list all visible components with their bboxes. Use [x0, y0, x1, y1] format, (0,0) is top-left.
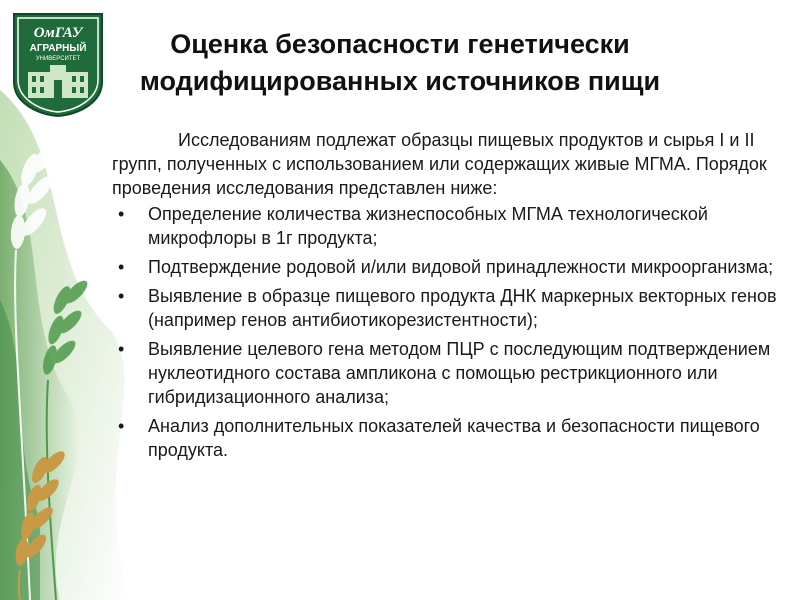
bullet-icon: • [118, 286, 125, 306]
bullet-icon: • [118, 257, 125, 277]
list-item-text: Выявление в образце пищевого продукта ДНК маркерных векторных генов (например генов антибиотикорезистентности); [148, 286, 777, 330]
title-line-1: Оценка безопасности генетически [170, 29, 630, 59]
title-line-2: модифицированных источников пищи [139, 66, 661, 96]
list-item [112, 337, 777, 409]
list-item [112, 202, 777, 250]
list-item-text: Анализ дополнительных показателей качества и безопасности пищевого продукта. [148, 416, 760, 460]
list-item [112, 284, 777, 332]
list-item-text: Подтверждение родовой и/или видовой принадлежности микроорганизма; [148, 257, 774, 277]
logo-text-2: АГРАРНЫЙ [29, 43, 87, 54]
page-title [105, 26, 695, 100]
bullet-list [112, 202, 777, 462]
logo-text-3: УНИВЕРСИТЕТ [35, 56, 81, 62]
bullet-icon: • [118, 416, 125, 436]
list-item [112, 414, 777, 462]
bullet-icon: • [118, 204, 125, 224]
bullet-icon: • [118, 339, 125, 359]
content-block [112, 128, 777, 467]
logo-text-1: ОмГАУ [33, 25, 83, 41]
intro-paragraph: Исследованиям подлежат образцы пищевых продуктов и сырья I и II групп, полученных с использованием или содержащих живые МГМА. Порядок проведения исследования представлен ниже: [112, 130, 767, 198]
list-item-text: Определение количества жизнеспособных МГМА технологической микрофлоры в 1г продукта; [148, 204, 708, 248]
list-item-text: Выявление целевого гена методом ПЦР с последующим подтверждением нуклеотидного состава ампликона с помощью рестрикционного или гибридизационного анализа; [148, 339, 771, 407]
university-logo [10, 10, 106, 118]
list-item [112, 255, 777, 279]
